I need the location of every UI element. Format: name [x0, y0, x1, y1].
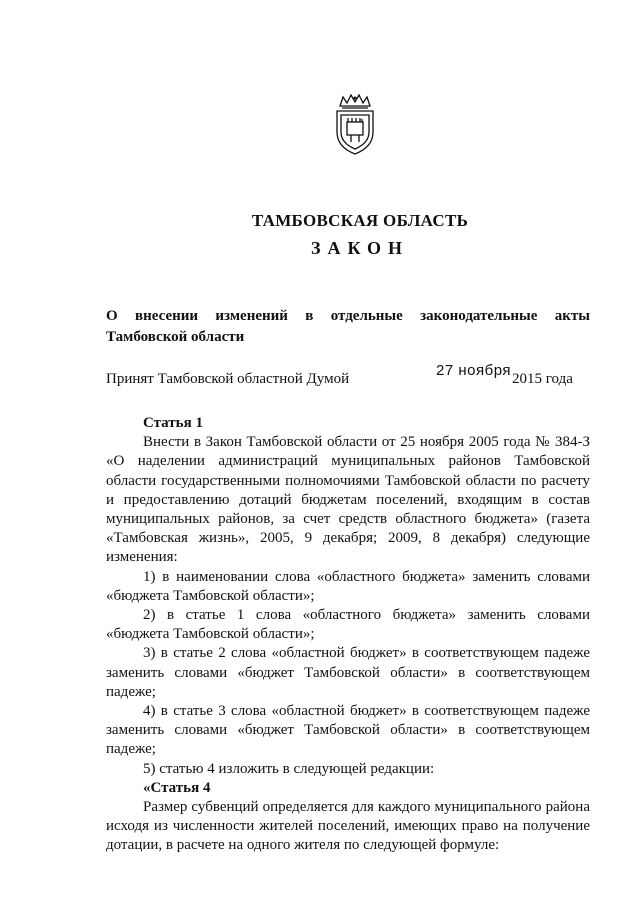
region-heading: ТАМБОВСКАЯ ОБЛАСТЬ: [251, 211, 469, 230]
amendment-item: 4) в статье 3 слова «областной бюджет» в соответствующем падеже заменить словами «бюджет Тамбовской области» в соответствующем падеже;: [106, 703, 590, 758]
law-body: [106, 414, 590, 856]
amendment-item: 1) в наименовании слова «областного бюджета» заменить словами «бюджета Тамбовской области»;: [106, 568, 590, 604]
article-heading: Статья 1: [143, 415, 203, 431]
adoption-date: 27 ноября: [436, 362, 511, 379]
quoted-article-heading: «Статья 4: [143, 779, 211, 796]
quoted-article-text: Размер субвенций определяется для каждого муниципального района исходя из численности жителей поселений, имеющих право на получение дотации, в расчете на одного жителя по следующей формуле:: [106, 799, 590, 854]
adoption-text: Принят Тамбовской областной Думой: [106, 371, 350, 387]
article-intro: Внести в Закон Тамбовской области от 25 ноября 2005 года № 384-З «О наделении администраций муниципальных районов Тамбовской области государственными полномочиями Тамбовской области по расчету и предоставлению дотаций бюджетам поселений, входящим в состав муниципальных районов, за счет средств областного бюджета» (газета «Тамбовская жизнь», 2005, 9 декабря; 2009, 8 декабря) следующие изменения:: [106, 434, 590, 566]
document-type-heading: ЗАКОН: [310, 238, 410, 258]
coat-of-arms-icon: [330, 92, 380, 156]
law-title: О внесении изменений в отдельные законодательные акты Тамбовской области: [106, 308, 590, 345]
amendment-item: 5) статью 4 изложить в следующей редакции:: [143, 760, 435, 777]
adoption-year: 2015 года: [512, 371, 573, 387]
amendment-item: 2) в статье 1 слова «областного бюджета» заменить словами «бюджета Тамбовской области»;: [106, 607, 590, 643]
amendment-item: 3) в статье 2 слова «областной бюджет» в соответствующем падеже заменить словами «бюджет Тамбовской области» в соответствующем падеже;: [106, 645, 590, 700]
